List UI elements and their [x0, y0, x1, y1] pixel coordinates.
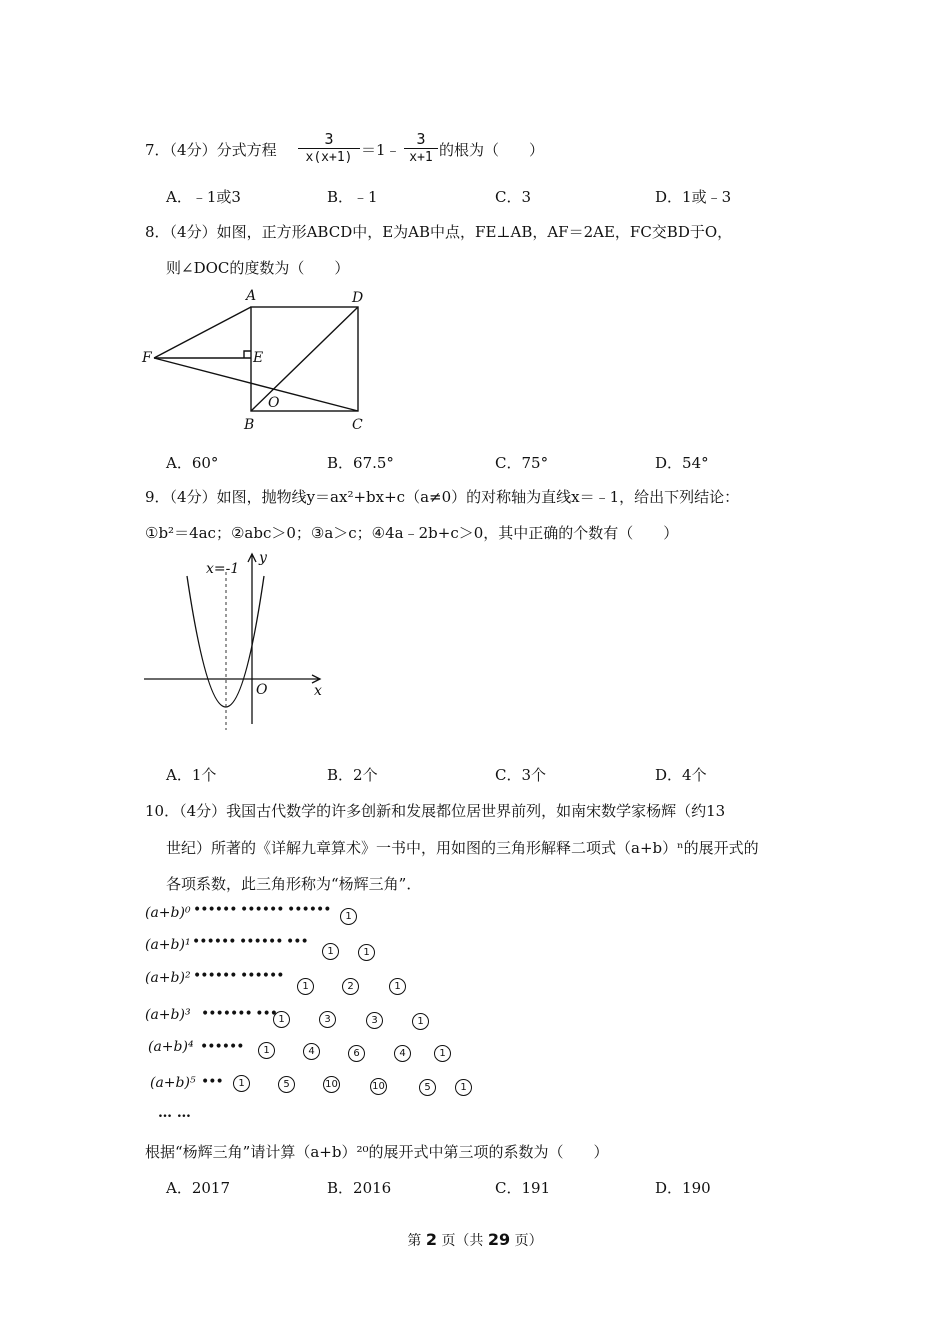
- q10-option-a[interactable]: A．2017: [166, 1179, 231, 1197]
- coeff-3-2: 3: [366, 1012, 383, 1029]
- coeff-4-4: 1: [434, 1045, 451, 1062]
- q7-tail: 的根为（ ）: [439, 141, 545, 159]
- coeff-5-0: 1: [233, 1075, 250, 1092]
- q7-frac1-numerator: 3: [298, 130, 360, 149]
- coeff-0-0: 1: [340, 908, 357, 925]
- triangle-row-label-5: (a+b)⁵: [150, 1075, 196, 1091]
- triangle-row-label-3: (a+b)³: [145, 1007, 191, 1023]
- coeff-4-2: 6: [348, 1045, 365, 1062]
- q7-fraction-1: [298, 130, 360, 167]
- coeff-1-0: 1: [322, 943, 339, 960]
- q7-frac2-denominator: x+1: [409, 150, 433, 165]
- q10-option-b[interactable]: B．2016: [327, 1179, 392, 1197]
- triangle-row-label-2: (a+b)²: [145, 970, 191, 986]
- q10-line-3: 各项系数，此三角形称为“杨辉三角”．: [166, 875, 422, 893]
- coeff-2-0: 1: [297, 978, 314, 995]
- coeff-1-1: 1: [358, 944, 375, 961]
- q8-option-a[interactable]: A．60°: [166, 454, 219, 472]
- coeff-4-1: 4: [303, 1043, 320, 1060]
- q9-option-a[interactable]: A．1个: [166, 766, 217, 784]
- q9-option-d[interactable]: D．4个: [655, 766, 707, 784]
- footer-total-pages: 29: [487, 1230, 511, 1249]
- triangle-row-dots-0: •••••• •••••• ••••••: [193, 902, 331, 918]
- q8-label-e: E: [253, 350, 264, 366]
- q7-frac2-numerator: 3: [404, 130, 438, 149]
- coeff-2-2: 1: [389, 978, 406, 995]
- q7-frac1-denominator: x(x+1): [305, 150, 353, 165]
- q7-option-c[interactable]: C．3: [495, 188, 532, 206]
- footer-post: 页）: [514, 1233, 543, 1249]
- triangle-row-label-1: (a+b)¹: [145, 937, 191, 953]
- q8-label-o: O: [268, 395, 280, 411]
- q9-line-2: ①b²＝4ac；②abc＞0；③a＞c；④4a﹣2b+c＞0，其中正确的个数有（ ）: [145, 524, 679, 542]
- q9-line-1: 9．（4分）如图，抛物线y＝ax²+bx+c（a≠0）的对称轴为直线x＝﹣1，给出下列结论：: [145, 488, 740, 506]
- triangle-row-dots-1: •••••• •••••• •••: [192, 934, 308, 950]
- q8-option-d[interactable]: D．54°: [655, 454, 709, 472]
- q7-option-d[interactable]: D．1或﹣3: [655, 188, 732, 206]
- q9-axis-label: x=-1: [206, 561, 240, 577]
- q10-line-1: 10．（4分）我国古代数学的许多创新和发展都位居世界前列，如南宋数学家杨辉（约13: [145, 802, 726, 820]
- coeff-5-3: 10: [370, 1078, 387, 1095]
- coeff-2-1: 2: [342, 978, 359, 995]
- q9-option-b[interactable]: B．2个: [327, 766, 378, 784]
- q7-option-b[interactable]: B．﹣1: [327, 188, 378, 206]
- q8-option-c[interactable]: C．75°: [495, 454, 549, 472]
- q7-option-a[interactable]: A．﹣1或3: [166, 188, 241, 206]
- coeff-5-2: 10: [323, 1076, 340, 1093]
- q8-square-figure: [140, 285, 380, 435]
- q8-label-a: A: [246, 288, 257, 304]
- coeff-3-1: 3: [319, 1011, 336, 1028]
- page-footer: [0, 1230, 950, 1250]
- triangle-row-dots-5: •••: [201, 1074, 223, 1090]
- q8-label-d: D: [352, 290, 364, 306]
- triangle-row-dots-2: •••••• ••••••: [193, 968, 284, 984]
- q8-label-b: B: [244, 417, 255, 433]
- q8-option-b[interactable]: B．67.5°: [327, 454, 394, 472]
- q9-y-label: y: [259, 550, 267, 566]
- q9-option-c[interactable]: C．3个: [495, 766, 547, 784]
- coeff-5-1: 5: [278, 1076, 295, 1093]
- footer-mid: 页（共: [441, 1233, 484, 1249]
- q8-label-c: C: [352, 417, 363, 433]
- q8-line-1: 8．（4分）如图，正方形ABCD中，E为AB中点，FE⊥AB，AF＝2AE，FC交BD于O，: [145, 223, 733, 241]
- coeff-3-3: 1: [412, 1013, 429, 1030]
- q7-lead: 7．（4分）分式方程: [145, 141, 277, 159]
- triangle-row-label-4: (a+b)⁴: [148, 1039, 194, 1055]
- q8-line-2: 则∠DOC的度数为（ ）: [166, 259, 350, 277]
- coeff-5-5: 1: [455, 1079, 472, 1096]
- q10-line-2: 世纪）所著的《详解九章算术》一书中，用如图的三角形解释二项式（a+b）ⁿ的展开式的: [166, 839, 759, 857]
- footer-pre: 第: [407, 1233, 422, 1249]
- triangle-row-dots-3: ••••••• •••: [201, 1006, 278, 1022]
- coeff-4-3: 4: [394, 1045, 411, 1062]
- q7-mid: ＝1﹣: [361, 141, 401, 159]
- triangle-ellipsis: … …: [158, 1105, 191, 1121]
- q9-parabola-graph: [140, 548, 340, 738]
- q10-question: 根据“杨辉三角”请计算（a+b）²⁰的展开式中第三项的系数为（ ）: [145, 1143, 609, 1161]
- q8-label-f: F: [142, 350, 152, 366]
- triangle-row-dots-4: ••••••: [200, 1039, 244, 1055]
- q7-fraction-2: [404, 130, 438, 167]
- q9-x-label: x: [314, 683, 322, 699]
- footer-page-number: 2: [425, 1230, 437, 1249]
- q10-option-c[interactable]: C．191: [495, 1179, 551, 1197]
- coeff-4-0: 1: [258, 1042, 275, 1059]
- q9-origin-label: O: [256, 682, 268, 698]
- coeff-5-4: 5: [419, 1079, 436, 1096]
- coeff-3-0: 1: [273, 1011, 290, 1028]
- triangle-row-label-0: (a+b)⁰: [145, 905, 191, 921]
- q10-option-d[interactable]: D．190: [655, 1179, 711, 1197]
